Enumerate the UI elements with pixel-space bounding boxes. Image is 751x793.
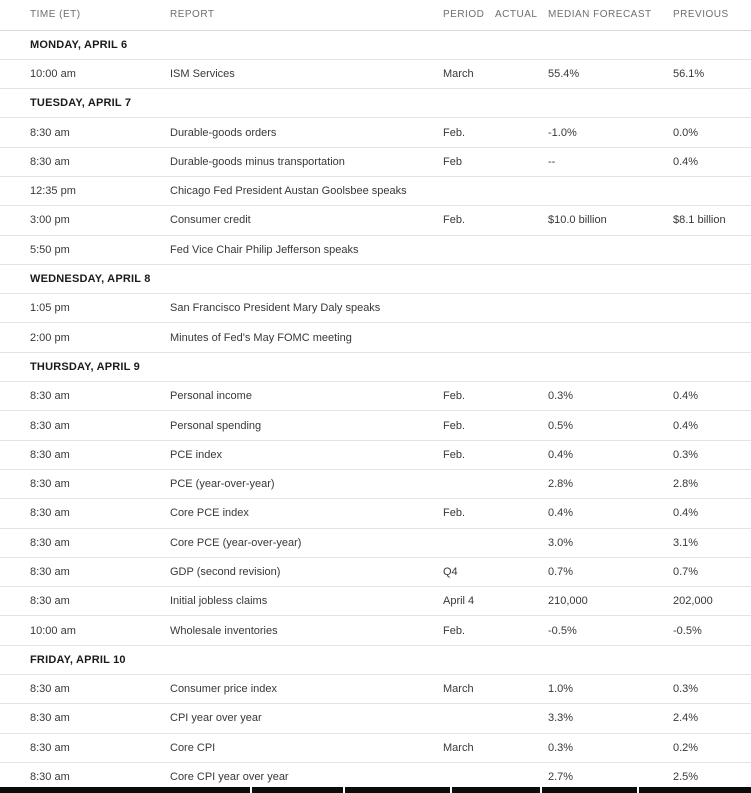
previous-cell: 0.3%: [673, 683, 699, 696]
calendar-row: [0, 616, 751, 645]
previous-cell: 0.3%: [673, 448, 699, 461]
time-cell: 8:30 am: [30, 712, 70, 725]
bottom-bar-segment: [542, 787, 637, 793]
time-cell: 3:00 pm: [30, 214, 70, 227]
report-cell: Wholesale inventories: [170, 624, 278, 637]
median-forecast-cell: 0.4%: [548, 448, 574, 461]
median-forecast-cell: 1.0%: [548, 683, 574, 696]
report-cell: Core PCE (year-over-year): [170, 536, 302, 549]
time-cell: 8:30 am: [30, 390, 70, 403]
bottom-bar-segment: [0, 787, 250, 793]
median-forecast-cell: 55.4%: [548, 67, 580, 80]
column-header-period: PERIOD: [443, 9, 485, 21]
previous-cell: -0.5%: [673, 624, 702, 637]
period-cell: March: [443, 67, 474, 80]
time-cell: 5:50 pm: [30, 243, 70, 256]
time-cell: 8:30 am: [30, 536, 70, 549]
bottom-bar-segment: [639, 787, 751, 793]
previous-cell: 2.8%: [673, 478, 699, 491]
period-cell: March: [443, 683, 474, 696]
calendar-row: [0, 734, 751, 763]
day-header-label: THURSDAY, APRIL 9: [30, 360, 140, 373]
report-cell: Durable-goods minus transportation: [170, 155, 345, 168]
column-header-report: REPORT: [170, 9, 215, 21]
report-cell: CPI year over year: [170, 712, 262, 725]
column-header-median_forecast: MEDIAN FORECAST: [548, 9, 652, 21]
bottom-bar-segment: [452, 787, 540, 793]
time-cell: 8:30 am: [30, 741, 70, 754]
period-cell: Feb.: [443, 214, 466, 227]
day-header-label: MONDAY, APRIL 6: [30, 38, 128, 51]
day-header: [0, 353, 751, 382]
median-forecast-cell: -0.5%: [548, 624, 577, 637]
calendar-row: [0, 470, 751, 499]
calendar-row: [0, 294, 751, 323]
calendar-row: [0, 587, 751, 616]
previous-cell: $8.1 billion: [673, 214, 726, 227]
column-header-actual: ACTUAL: [495, 9, 538, 21]
time-cell: 2:00 pm: [30, 331, 70, 344]
report-cell: Fed Vice Chair Philip Jefferson speaks: [170, 243, 359, 256]
report-cell: Chicago Fed President Austan Goolsbee speaks: [170, 185, 407, 198]
report-cell: GDP (second revision): [170, 565, 281, 578]
calendar-row: [0, 60, 751, 89]
period-cell: April 4: [443, 595, 475, 608]
report-cell: PCE (year-over-year): [170, 478, 275, 491]
previous-cell: 0.7%: [673, 565, 699, 578]
report-cell: Core CPI: [170, 741, 216, 754]
calendar-row: [0, 441, 751, 470]
period-cell: Feb.: [443, 448, 466, 461]
calendar-row: [0, 118, 751, 147]
time-cell: 8:30 am: [30, 126, 70, 139]
time-cell: 8:30 am: [30, 419, 70, 432]
previous-cell: 0.2%: [673, 741, 699, 754]
median-forecast-cell: $10.0 billion: [548, 214, 607, 227]
day-header-label: WEDNESDAY, APRIL 8: [30, 273, 151, 286]
previous-cell: 2.4%: [673, 712, 699, 725]
median-forecast-cell: 0.7%: [548, 565, 574, 578]
previous-cell: 56.1%: [673, 67, 705, 80]
calendar-row: [0, 148, 751, 177]
report-cell: Personal spending: [170, 419, 262, 432]
report-cell: Minutes of Fed's May FOMC meeting: [170, 331, 352, 344]
report-cell: Core CPI year over year: [170, 771, 289, 784]
report-cell: Consumer price index: [170, 683, 277, 696]
day-header: [0, 89, 751, 118]
column-header-previous: PREVIOUS: [673, 9, 729, 21]
time-cell: 8:30 am: [30, 478, 70, 491]
day-header-label: FRIDAY, APRIL 10: [30, 653, 126, 666]
time-cell: 8:30 am: [30, 565, 70, 578]
median-forecast-cell: 210,000: [548, 595, 588, 608]
period-cell: Feb.: [443, 126, 466, 139]
period-cell: Feb.: [443, 390, 466, 403]
report-cell: Consumer credit: [170, 214, 251, 227]
previous-cell: 3.1%: [673, 536, 699, 549]
bottom-bar-segment: [345, 787, 450, 793]
report-cell: San Francisco President Mary Daly speaks: [170, 302, 381, 315]
calendar-row: [0, 411, 751, 440]
median-forecast-cell: -1.0%: [548, 126, 577, 139]
previous-cell: 0.4%: [673, 419, 699, 432]
period-cell: Feb.: [443, 419, 466, 432]
report-cell: Initial jobless claims: [170, 595, 268, 608]
day-header: [0, 646, 751, 675]
median-forecast-cell: --: [548, 155, 556, 168]
bottom-bar-segment: [252, 787, 343, 793]
previous-cell: 2.5%: [673, 771, 699, 784]
calendar-row: [0, 382, 751, 411]
time-cell: 8:30 am: [30, 507, 70, 520]
table-body: [0, 31, 751, 793]
time-cell: 8:30 am: [30, 155, 70, 168]
calendar-row: [0, 323, 751, 352]
time-cell: 10:00 am: [30, 624, 76, 637]
calendar-row: [0, 704, 751, 733]
median-forecast-cell: 2.7%: [548, 771, 574, 784]
day-header: [0, 31, 751, 60]
previous-cell: 202,000: [673, 595, 713, 608]
previous-cell: 0.4%: [673, 390, 699, 403]
calendar-row: [0, 675, 751, 704]
previous-cell: 0.4%: [673, 507, 699, 520]
report-cell: Durable-goods orders: [170, 126, 277, 139]
median-forecast-cell: 3.3%: [548, 712, 574, 725]
calendar-row: [0, 499, 751, 528]
calendar-row: [0, 529, 751, 558]
median-forecast-cell: 0.3%: [548, 741, 574, 754]
report-cell: ISM Services: [170, 67, 235, 80]
time-cell: 1:05 pm: [30, 302, 70, 315]
time-cell: 8:30 am: [30, 595, 70, 608]
period-cell: March: [443, 741, 474, 754]
period-cell: Q4: [443, 565, 458, 578]
calendar-row: [0, 177, 751, 206]
report-cell: Personal income: [170, 390, 252, 403]
calendar-row: [0, 558, 751, 587]
previous-cell: 0.4%: [673, 155, 699, 168]
median-forecast-cell: 0.5%: [548, 419, 574, 432]
median-forecast-cell: 0.3%: [548, 390, 574, 403]
period-cell: Feb.: [443, 507, 466, 520]
column-header-time: TIME (ET): [30, 9, 81, 21]
time-cell: 10:00 am: [30, 67, 76, 80]
report-cell: Core PCE index: [170, 507, 249, 520]
time-cell: 8:30 am: [30, 683, 70, 696]
median-forecast-cell: 3.0%: [548, 536, 574, 549]
day-header-label: TUESDAY, APRIL 7: [30, 97, 132, 110]
bottom-bar: [0, 787, 751, 793]
calendar-row: [0, 236, 751, 265]
period-cell: Feb: [443, 155, 462, 168]
calendar-row: [0, 206, 751, 235]
median-forecast-cell: 0.4%: [548, 507, 574, 520]
median-forecast-cell: 2.8%: [548, 478, 574, 491]
period-cell: Feb.: [443, 624, 466, 637]
time-cell: 12:35 pm: [30, 185, 76, 198]
previous-cell: 0.0%: [673, 126, 699, 139]
time-cell: 8:30 am: [30, 771, 70, 784]
time-cell: 8:30 am: [30, 448, 70, 461]
column-header-row: [0, 0, 751, 31]
day-header: [0, 265, 751, 294]
report-cell: PCE index: [170, 448, 222, 461]
